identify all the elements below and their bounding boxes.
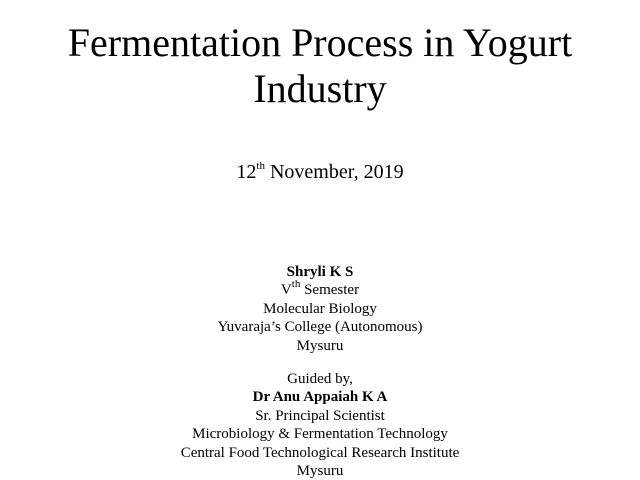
- student-city: Mysuru: [296, 337, 344, 354]
- title-line-1: Fermentation Process in Yogurt: [67, 20, 573, 65]
- date-day-suffix: th: [256, 160, 265, 173]
- slide-title: [0, 20, 640, 112]
- semester-number: V: [280, 282, 292, 299]
- semester-label: Semester: [300, 282, 360, 299]
- date-rest: November, 2019: [264, 161, 404, 183]
- guide-department: Microbiology & Fermentation Technology: [192, 426, 448, 443]
- student-info: [0, 263, 640, 355]
- student-college: Yuvaraja’s College (Autonomous): [217, 319, 423, 336]
- title-line-2: Industry: [253, 66, 387, 111]
- student-semester: [0, 278, 640, 299]
- guide-institute: Central Food Technological Research Institute: [180, 444, 460, 461]
- guide-designation: Sr. Principal Scientist: [255, 407, 385, 424]
- guide-intro: Guided by,: [287, 371, 353, 387]
- date-day: 12: [236, 161, 257, 183]
- guide-name: Dr Anu Appaiah K A: [252, 389, 388, 406]
- guide-info: [0, 370, 640, 480]
- presentation-date: [0, 160, 640, 184]
- student-department: Molecular Biology: [263, 300, 377, 317]
- semester-suffix: th: [291, 278, 301, 291]
- guide-city: Mysuru: [296, 463, 344, 480]
- student-name: Shryli K S: [286, 264, 354, 280]
